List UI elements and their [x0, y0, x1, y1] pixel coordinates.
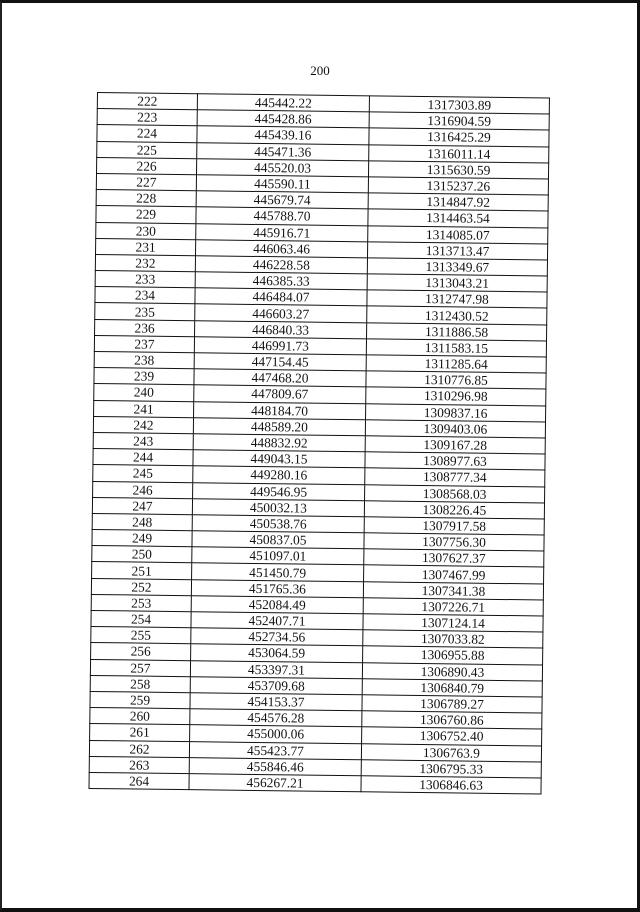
y-coordinate-cell: 1316011.14 — [369, 144, 549, 162]
point-number-cell: 262 — [89, 740, 189, 757]
x-coordinate-cell: 445439.16 — [197, 126, 369, 144]
y-coordinate-cell: 1316904.59 — [369, 112, 549, 130]
point-number-cell: 229 — [96, 206, 196, 223]
x-coordinate-cell: 451097.01 — [192, 547, 364, 565]
point-number-cell: 241 — [94, 400, 194, 417]
y-coordinate-cell: 1306760.86 — [362, 711, 542, 729]
coordinate-table-container — [88, 92, 548, 795]
x-coordinate-cell: 453709.68 — [190, 676, 362, 694]
x-coordinate-cell: 448589.20 — [193, 417, 365, 435]
x-coordinate-cell: 445471.36 — [197, 142, 369, 160]
x-coordinate-cell: 445916.71 — [196, 223, 368, 241]
point-number-cell: 222 — [97, 93, 197, 110]
x-coordinate-cell: 450032.13 — [192, 498, 364, 516]
point-number-cell: 239 — [94, 368, 194, 385]
x-coordinate-cell: 447154.45 — [194, 353, 366, 371]
point-number-cell: 256 — [91, 643, 191, 660]
y-coordinate-cell: 1309837.16 — [366, 403, 546, 421]
x-coordinate-cell: 455423.77 — [189, 741, 361, 759]
y-coordinate-cell: 1313349.67 — [367, 258, 547, 276]
x-coordinate-cell: 454153.37 — [190, 693, 362, 711]
x-coordinate-cell: 451765.36 — [191, 579, 363, 597]
y-coordinate-cell: 1315237.26 — [368, 177, 548, 195]
y-coordinate-cell: 1309167.28 — [365, 436, 545, 454]
page-number: 200 — [310, 63, 330, 78]
y-coordinate-cell: 1306795.33 — [361, 759, 541, 777]
y-coordinate-cell: 1317303.89 — [369, 96, 549, 114]
y-coordinate-cell: 1308226.45 — [364, 500, 544, 518]
point-number-cell: 260 — [90, 708, 190, 725]
y-coordinate-cell: 1313043.21 — [367, 274, 547, 292]
x-coordinate-cell: 448184.70 — [194, 401, 366, 419]
x-coordinate-cell: 447468.20 — [194, 369, 366, 387]
x-coordinate-cell: 453064.59 — [191, 644, 363, 662]
point-number-cell: 257 — [90, 659, 190, 676]
x-coordinate-cell: 446840.33 — [195, 320, 367, 338]
x-coordinate-cell: 452084.49 — [191, 596, 363, 614]
y-coordinate-cell: 1308977.63 — [365, 452, 545, 470]
x-coordinate-cell: 446991.73 — [194, 337, 366, 355]
y-coordinate-cell: 1310296.98 — [366, 387, 546, 405]
x-coordinate-cell: 449546.95 — [193, 482, 365, 500]
x-coordinate-cell: 445442.22 — [197, 94, 369, 112]
point-number-cell: 234 — [95, 287, 195, 304]
x-coordinate-cell: 445590.11 — [196, 175, 368, 193]
point-number-cell: 246 — [93, 481, 193, 498]
y-coordinate-cell: 1312430.52 — [367, 306, 547, 324]
point-number-cell: 248 — [92, 513, 192, 530]
point-number-cell: 242 — [93, 416, 193, 433]
y-coordinate-cell: 1306840.79 — [362, 679, 542, 697]
y-coordinate-cell: 1308777.34 — [365, 468, 545, 486]
point-number-cell: 264 — [89, 772, 189, 789]
point-number-cell: 255 — [91, 627, 191, 644]
y-coordinate-cell: 1314847.92 — [368, 193, 548, 211]
point-number-cell: 233 — [95, 271, 195, 288]
y-coordinate-cell: 1316425.29 — [369, 128, 549, 146]
x-coordinate-cell: 446063.46 — [196, 239, 368, 257]
point-number-cell: 245 — [93, 465, 193, 482]
x-coordinate-cell: 455846.46 — [189, 757, 361, 775]
x-coordinate-cell: 447809.67 — [194, 385, 366, 403]
point-number-cell: 224 — [97, 125, 197, 142]
point-number-cell: 263 — [89, 756, 189, 773]
x-coordinate-cell: 453397.31 — [190, 660, 362, 678]
point-number-cell: 250 — [92, 546, 192, 563]
y-coordinate-cell: 1309403.06 — [365, 420, 545, 438]
y-coordinate-cell: 1307756.30 — [364, 533, 544, 551]
x-coordinate-cell: 446228.58 — [195, 256, 367, 274]
point-number-cell: 253 — [91, 594, 191, 611]
point-number-cell: 249 — [92, 530, 192, 547]
point-number-cell: 227 — [96, 173, 196, 190]
point-number-cell: 254 — [91, 610, 191, 627]
x-coordinate-cell: 449043.15 — [193, 450, 365, 468]
x-coordinate-cell: 445788.70 — [196, 207, 368, 225]
x-coordinate-cell: 452407.71 — [191, 612, 363, 630]
point-number-cell: 238 — [94, 351, 194, 368]
y-coordinate-cell: 1307467.99 — [364, 565, 544, 583]
point-number-cell: 235 — [95, 303, 195, 320]
y-coordinate-cell: 1311886.58 — [367, 322, 547, 340]
point-number-cell: 228 — [96, 190, 196, 207]
coordinate-table — [88, 92, 549, 795]
point-number-cell: 230 — [96, 222, 196, 239]
x-coordinate-cell: 445520.03 — [196, 158, 368, 176]
y-coordinate-cell: 1314463.54 — [368, 209, 548, 227]
y-coordinate-cell: 1306890.43 — [362, 662, 542, 680]
y-coordinate-cell: 1306846.63 — [361, 776, 541, 794]
y-coordinate-cell: 1308568.03 — [365, 484, 545, 502]
point-number-cell: 232 — [95, 254, 195, 271]
point-number-cell: 247 — [92, 497, 192, 514]
x-coordinate-cell: 449280.16 — [193, 466, 365, 484]
y-coordinate-cell: 1306763.9 — [361, 743, 541, 761]
point-number-cell: 231 — [96, 238, 196, 255]
point-number-cell: 251 — [92, 562, 192, 579]
point-number-cell: 240 — [94, 384, 194, 401]
x-coordinate-cell: 450837.05 — [192, 531, 364, 549]
y-coordinate-cell: 1306752.40 — [362, 727, 542, 745]
y-coordinate-cell: 1307033.82 — [363, 630, 543, 648]
y-coordinate-cell: 1311285.64 — [366, 355, 546, 373]
y-coordinate-cell: 1315630.59 — [368, 161, 548, 179]
y-coordinate-cell: 1307627.37 — [364, 549, 544, 567]
point-number-cell: 243 — [93, 432, 193, 449]
y-coordinate-cell: 1307917.58 — [364, 517, 544, 535]
y-coordinate-cell: 1307341.38 — [363, 581, 543, 599]
x-coordinate-cell: 446385.33 — [195, 272, 367, 290]
point-number-cell: 261 — [90, 724, 190, 741]
y-coordinate-cell: 1310776.85 — [366, 371, 546, 389]
point-number-cell: 225 — [97, 141, 197, 158]
x-coordinate-cell: 445428.86 — [197, 110, 369, 128]
x-coordinate-cell: 454576.28 — [190, 709, 362, 727]
y-coordinate-cell: 1314085.07 — [368, 225, 548, 243]
x-coordinate-cell: 455000.06 — [190, 725, 362, 743]
point-number-cell: 244 — [93, 449, 193, 466]
x-coordinate-cell: 451450.79 — [192, 563, 364, 581]
y-coordinate-cell: 1312747.98 — [367, 290, 547, 308]
x-coordinate-cell: 446603.27 — [195, 304, 367, 322]
table-body — [89, 93, 549, 795]
y-coordinate-cell: 1306789.27 — [362, 695, 542, 713]
point-number-cell: 223 — [97, 109, 197, 126]
point-number-cell: 226 — [97, 157, 197, 174]
point-number-cell: 258 — [90, 675, 190, 692]
y-coordinate-cell: 1307226.71 — [363, 598, 543, 616]
x-coordinate-cell: 446484.07 — [195, 288, 367, 306]
x-coordinate-cell: 452734.56 — [191, 628, 363, 646]
x-coordinate-cell: 445679.74 — [196, 191, 368, 209]
y-coordinate-cell: 1306955.88 — [363, 646, 543, 664]
x-coordinate-cell: 450538.76 — [192, 515, 364, 533]
x-coordinate-cell: 456267.21 — [189, 774, 361, 792]
point-number-cell: 259 — [90, 691, 190, 708]
point-number-cell: 237 — [94, 335, 194, 352]
point-number-cell: 252 — [91, 578, 191, 595]
y-coordinate-cell: 1307124.14 — [363, 614, 543, 632]
y-coordinate-cell: 1313713.47 — [367, 242, 547, 260]
y-coordinate-cell: 1311583.15 — [366, 339, 546, 357]
point-number-cell: 236 — [95, 319, 195, 336]
x-coordinate-cell: 448832.92 — [193, 434, 365, 452]
